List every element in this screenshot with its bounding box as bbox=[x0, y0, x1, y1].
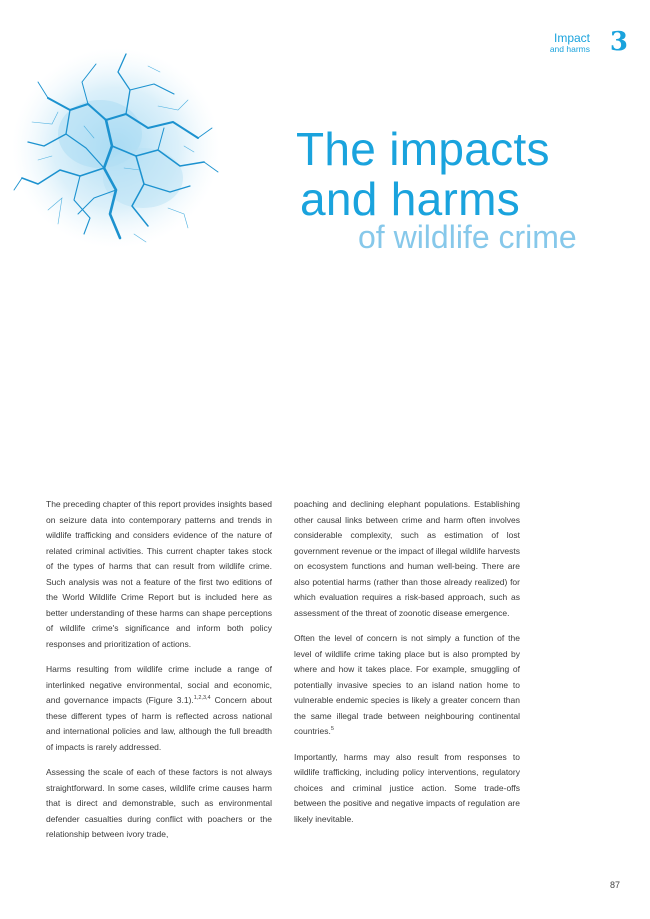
paragraph-text: Harms resulting from wildlife crime include a range of interlinked negative environmental, social and economic, and governance impacts (Figure 3.1). bbox=[46, 664, 272, 705]
paragraph bbox=[46, 662, 272, 755]
page-number: 87 bbox=[609, 880, 620, 890]
chapter-tag-line2: and harms bbox=[549, 44, 590, 54]
chapter-number: 3 bbox=[609, 27, 628, 57]
right-column bbox=[294, 497, 520, 827]
paragraph: Importantly, harms may also result from responses to wildlife trafficking, including policy interventions, regulatory choices and criminal justice action. Some trade-offs between the positive and negative impacts of regulation are likely inevitable. bbox=[294, 751, 520, 824]
title-line-2: and harms bbox=[300, 173, 521, 225]
paragraph-text: Concern about these different types of harm is reflected across national and international policies and law, although the full breadth of impacts is rarely addressed. bbox=[46, 695, 272, 752]
cracked-earth-illustration bbox=[8, 38, 223, 253]
subtitle: of wildlife crime bbox=[358, 219, 577, 255]
chapter-tag bbox=[508, 28, 628, 58]
footnote-ref: 1,2,3,4 bbox=[193, 695, 211, 702]
paragraph: The preceding chapter of this report provides insights based on seizure data into contemporary patterns and trends in wildlife trafficking and considers evidence of the nature of related criminal activities. This current chapter takes stock of the types of harms that can result from wildlife crime. Such analysis was not a feature of the first two editions of the World Wildlife Crime Report but is included here as better understanding of these harms can shape perceptions of wildlife crime's significance and inform both policy responses and prioritization of actions. bbox=[46, 499, 272, 649]
title-line-1: The impacts bbox=[296, 123, 550, 175]
paragraph: Assessing the scale of each of these factors is not always straightforward. In some cases, wildlife crime causes harm that is direct and demonstrable, such as environmental defender casualties during conflict with poachers or the relationship between ivory trade, bbox=[46, 767, 272, 839]
paragraph bbox=[294, 631, 520, 740]
footnote-ref: 5 bbox=[330, 726, 334, 733]
chapter-tag-line1: Impact bbox=[553, 31, 590, 45]
paragraph-text: Often the level of concern is not simply a function of the level of wildlife crime taking place but is also prompted by where and how it takes place. For example, smuggling of potentially invasive species to an island nation home to vulnerable endemic species is likely a greater concern than the same illegal trade between neighbouring continental countries. bbox=[294, 633, 520, 736]
left-column bbox=[46, 497, 272, 843]
paragraph: poaching and declining elephant populations. Establishing other causal links between crime and harm often involves considerable complexity, such as estimation of lost government revenue or the impact of illegal wildlife harvests on ecosystem functions and human well-being. There are also potential harms (rather than those already realized) for which evaluation requires a risk-based approach, such as assessment of the threat of zoonotic disease emergence. bbox=[294, 499, 520, 618]
